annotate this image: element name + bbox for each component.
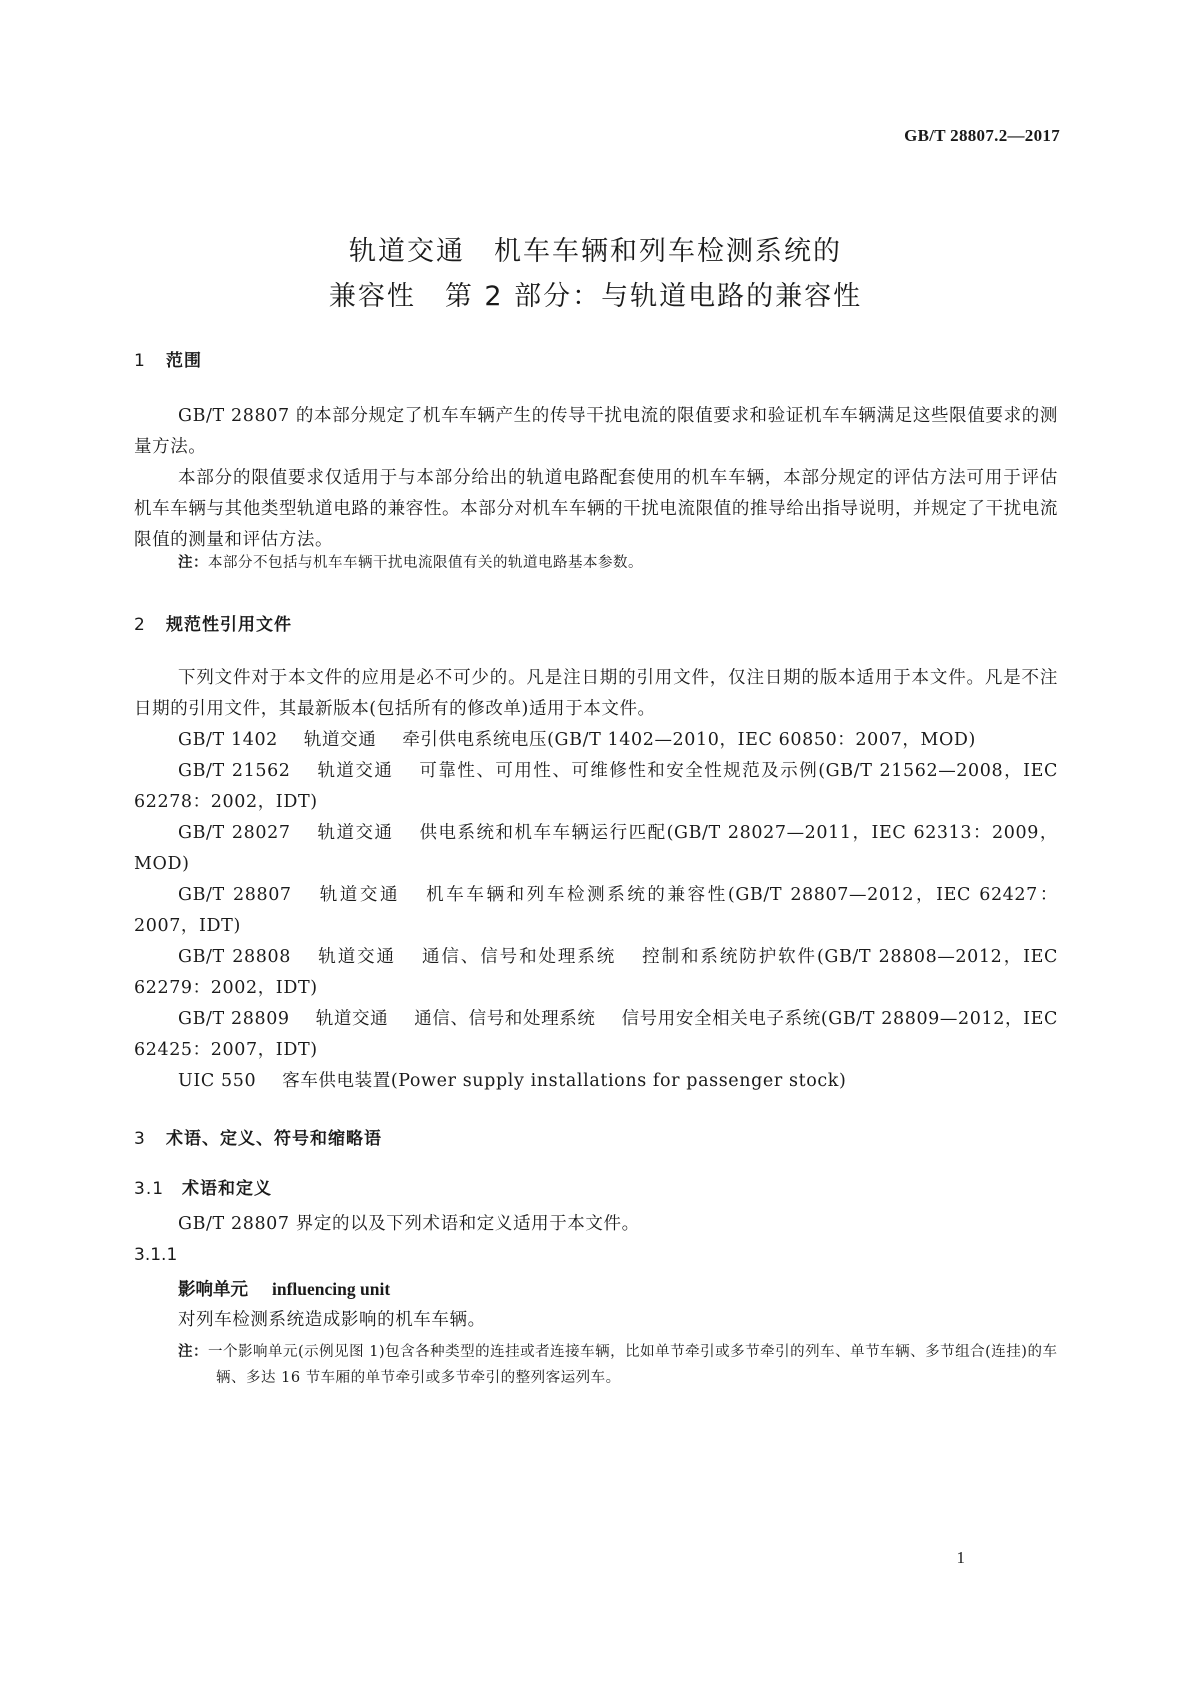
page-number: 1 (956, 1548, 965, 1567)
reference-domain: 轨道交通 (303, 730, 377, 750)
section-2-intro: 下列文件对于本文件的应用是必不可少的。凡是注日期的引用文件，仅注日期的版本适用于本文件。凡是不注日期的引用文件，其最新版本(包括所有的修改单)适用于本文件。 (134, 668, 1058, 719)
note-text: 本部分不包括与机车车辆干扰电流限值有关的轨道电路基本参数。 (208, 555, 643, 571)
term-name-zh: 影响单元 (178, 1280, 248, 1300)
reference-domain: 轨道交通 (316, 761, 394, 781)
section-title: 术语、定义、符号和缩略语 (166, 1129, 382, 1149)
reference-title: 控制和系统防护软件(GB/T 28808—2012，IEC 62279：2002，IDT) (134, 947, 1058, 998)
reference-item (134, 818, 1058, 880)
section-number: 2 (134, 615, 146, 635)
reference-code: GB/T 28808 (178, 947, 291, 967)
reference-item (134, 1004, 1058, 1066)
section-number: 3 (134, 1129, 146, 1149)
reference-code: GB/T 28027 (178, 823, 291, 843)
section-number: 1 (134, 351, 146, 371)
reference-title: 可靠性、可用性、可维修性和安全性规范及示例(GB/T 21562—2008，IEC 62278：2002，IDT) (134, 761, 1058, 812)
section-title: 范围 (166, 351, 202, 371)
reference-item (134, 1066, 1058, 1097)
note-text: 一个影响单元(示例见图 1)包含各种类型的连挂或者连接车辆，比如单节牵引或多节牵引的列车、单节车辆、多节组合(连挂)的车辆、多达 16 节车厢的单节牵引或多节牵引的整列客运列车。 (208, 1344, 1058, 1386)
term-definition: 对列车检测系统造成影响的机车车辆。 (178, 1310, 486, 1330)
reference-title: 客车供电装置(Power supply installations for passenger stock) (282, 1071, 847, 1091)
reference-domain: 轨道交通 (315, 1009, 389, 1029)
section-1-heading (134, 346, 202, 371)
section-1-paragraph-2: 本部分的限值要求仅适用于与本部分给出的轨道电路配套使用的机车车辆，本部分规定的评估方法可用于评估机车车辆与其他类型轨道电路的兼容性。本部分对机车车辆的干扰电流限值的推导给出指导说明，并规定了干扰电流限值的测量和评估方法。 (134, 468, 1058, 550)
section-1-note (178, 550, 1058, 576)
reference-title: 牵引供电系统电压(GB/T 1402—2010，IEC 60850：2007，MOD) (402, 730, 976, 750)
reference-title: 供电系统和机车车辆运行匹配(GB/T 28027—2011，IEC 62313：2009，MOD) (134, 823, 1058, 874)
reference-subject: 通信、信号和处理系统 (421, 947, 617, 967)
reference-domain: 轨道交通 (317, 885, 401, 905)
reference-item (134, 756, 1058, 818)
section-1-paragraph-1: GB/T 28807 的本部分规定了机车车辆产生的传导干扰电流的限值要求和验证机车车辆满足这些限值要求的测量方法。 (134, 406, 1058, 457)
section-2-heading (134, 610, 292, 635)
section-3-1-intro: GB/T 28807 界定的以及下列术语和定义适用于本文件。 (178, 1214, 640, 1234)
document-title-line-1: 轨道交通 机车车辆和列车检测系统的 (349, 236, 842, 267)
note-label: 注： (178, 555, 208, 571)
reference-item (134, 725, 1058, 756)
term-number: 3.1.1 (134, 1245, 178, 1265)
term-note (178, 1339, 1058, 1391)
note-label: 注： (178, 1344, 208, 1360)
reference-title: 机车车辆和列车检测系统的兼容性(GB/T 28807—2012，IEC 62427：2007，IDT) (134, 885, 1058, 936)
reference-subject: 通信、信号和处理系统 (414, 1009, 596, 1029)
reference-item (134, 942, 1058, 1004)
reference-code: GB/T 1402 (178, 730, 278, 750)
reference-item (134, 880, 1058, 942)
reference-code: GB/T 28807 (178, 885, 292, 905)
reference-domain: 轨道交通 (316, 823, 394, 843)
term-name-en: influencing unit (272, 1279, 391, 1299)
standard-number: GB/T 28807.2—2017 (904, 126, 1060, 145)
section-3-heading (134, 1124, 382, 1149)
reference-code: GB/T 28809 (178, 1009, 290, 1029)
subsection-title: 术语和定义 (182, 1179, 272, 1199)
reference-code: GB/T 21562 (178, 761, 291, 781)
section-title: 规范性引用文件 (166, 615, 292, 635)
term-name (178, 1276, 390, 1301)
subsection-number: 3.1 (134, 1179, 165, 1199)
section-3-1-heading (134, 1174, 272, 1199)
document-title-line-2: 兼容性 第 2 部分：与轨道电路的兼容性 (328, 281, 863, 312)
reference-domain: 轨道交通 (316, 947, 396, 967)
reference-title: 信号用安全相关电子系统(GB/T 28809—2012，IEC 62425：2007，IDT) (134, 1009, 1058, 1060)
reference-code: UIC 550 (178, 1071, 257, 1091)
